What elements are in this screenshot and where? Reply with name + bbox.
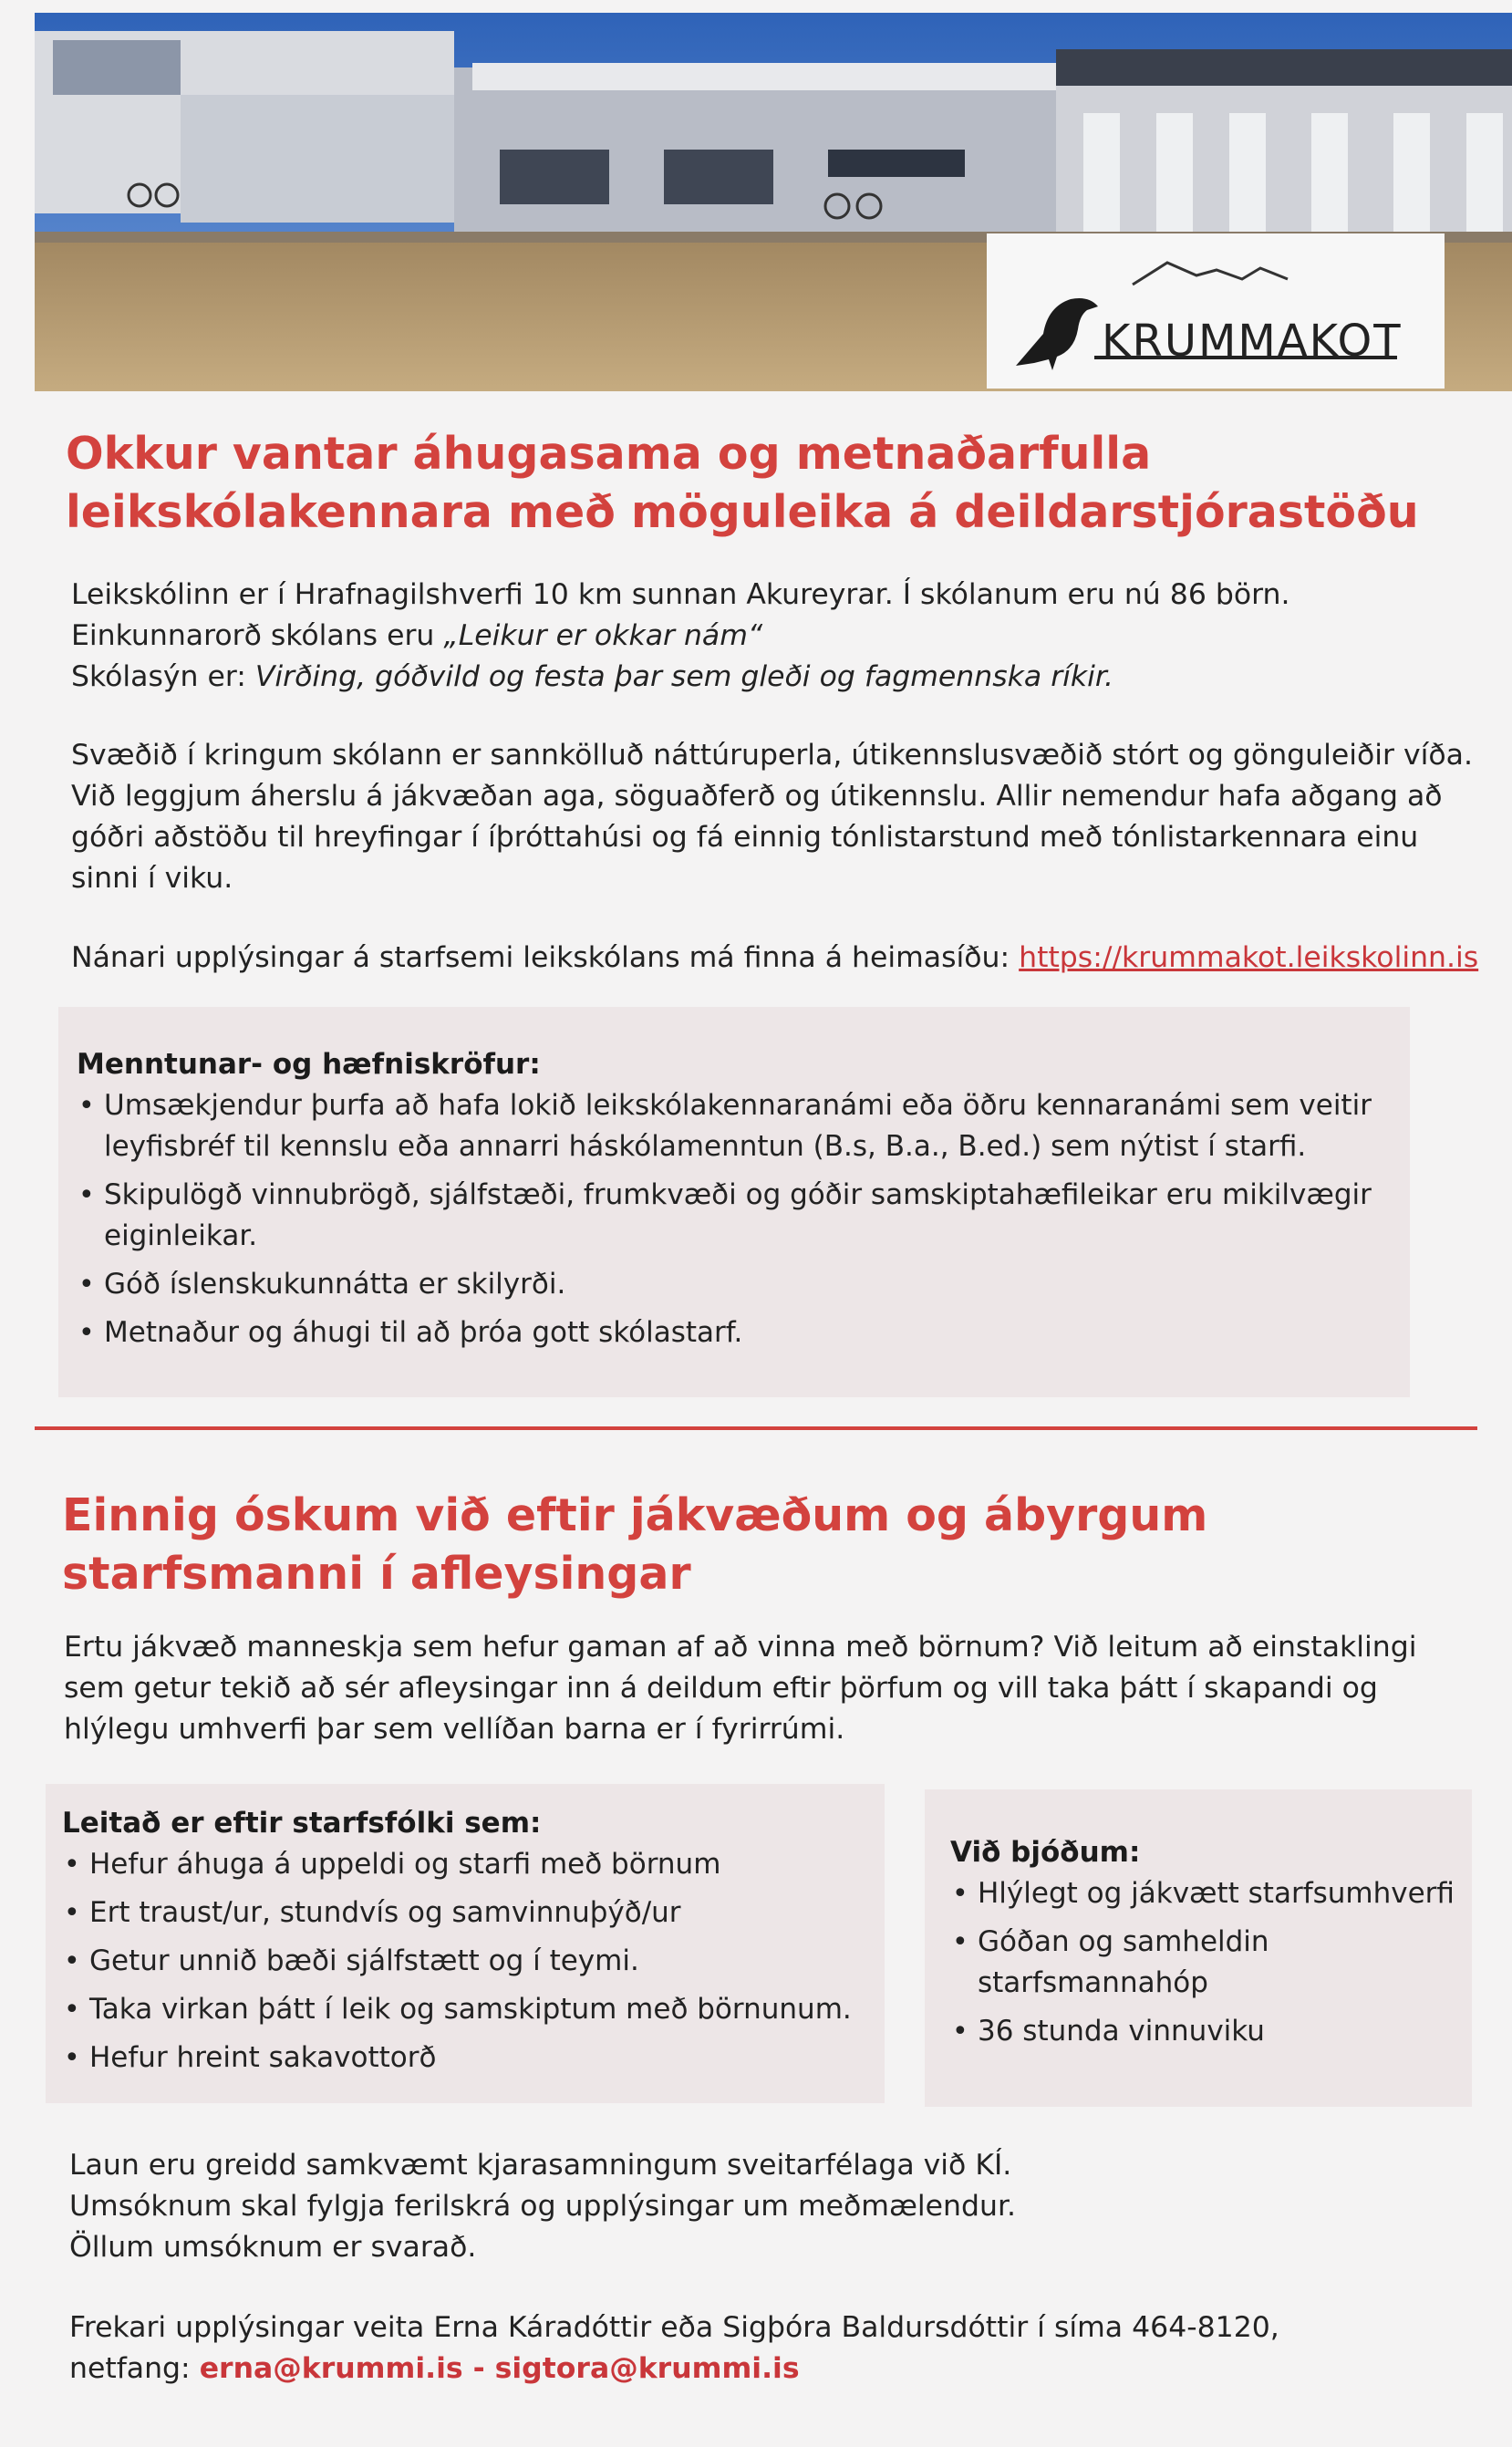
offer-item: • Hlýlegt og jákvætt starfsumhverfi: [950, 1873, 1461, 1914]
second-intro: Ertu jákvæð manneskja sem hefur gaman af að vinna með börnum? Við leitum að einstaklingi sem getur tekið að sér afleysingar inn á deildum eftir þörfum og vill taka þátt í skapandi og hlýlegu umhverfi þar sem vellíðan barna er í fyrirrúmi.: [64, 1631, 1417, 1746]
contact-line-1: Frekari upplýsingar veita Erna Káradóttir eða Sigþóra Baldursdóttir í síma 464-8120,: [69, 2311, 1279, 2344]
offer-item: • Góðan og samheldin starfsmannahóp: [950, 1922, 1461, 2004]
offer-box: [925, 1789, 1472, 2107]
more-info: Nánari upplýsingar á starfsemi leikskólans má finna á heimasíðu: https://krummakot.leikskolinn.is: [71, 941, 1479, 974]
contact-info: [69, 2307, 1492, 2390]
heading-line-2: leikskólakennara með möguleika á deildarstjórastöðu: [66, 486, 1419, 538]
requirement-item: • Góð íslenskukunnátta er skilyrði.: [77, 1264, 1372, 1305]
logo-wordmark: KRUMMAKOT: [1102, 316, 1403, 367]
offer-title: Við bjóðum:: [950, 1836, 1141, 1869]
main-heading: [66, 425, 1434, 542]
seeking-list: [62, 1844, 874, 2079]
seeking-title: Leitað er eftir starfsfólki sem:: [62, 1807, 542, 1840]
school-vision: Virðing, góðvild og festa þar sem gleði og fagmennska ríkir.: [254, 660, 1113, 693]
intro-text: [71, 575, 1494, 698]
salary-line-2: Umsóknum skal fylgja ferilskrá og upplýsingar um meðmælendur.: [69, 2190, 1017, 2223]
motto: „Leikur er okkar nám“: [443, 619, 763, 652]
seeking-item: • Hefur áhuga á uppeldi og starfi með börnum: [62, 1844, 874, 1885]
seeking-item: • Taka virkan þátt í leik og samskiptum með börnunum.: [62, 1989, 874, 2030]
heading2-line-1: Einnig óskum við eftir jákvæðum og ábyrgum: [62, 1489, 1208, 1541]
intro-line-1: Leikskólinn er í Hrafnagilshverfi 10 km sunnan Akureyrar. Í skólanum eru nú 86 börn.: [71, 578, 1290, 611]
salary-line-3: Öllum umsóknum er svarað.: [69, 2231, 477, 2264]
heading2-line-2: starfsmanni í afleysingar: [62, 1548, 691, 1600]
requirements-list: [77, 1085, 1372, 1353]
website-link[interactable]: https://krummakot.leikskolinn.is: [1019, 941, 1479, 974]
requirements-title: Menntunar- og hæfniskröfur:: [77, 1048, 541, 1081]
seeking-item: • Hefur hreint sakavottorð: [62, 2037, 874, 2079]
offer-list: [950, 1873, 1461, 2052]
salary-info: [69, 2145, 1492, 2268]
intro-line-3: Skólasýn er: Virðing, góðvild og festa þar sem gleði og fagmennska ríkir.: [71, 660, 1113, 693]
raven-icon: [1007, 279, 1107, 379]
contact-line-2: netfang: erna@krummi.is - sigtora@krummi.is: [69, 2352, 800, 2385]
seeking-item: • Getur unnið bæði sjálfstætt og í teymi.: [62, 1941, 874, 1982]
intro-line-2: Einkunnarorð skólans eru „Leikur er okkar nám“: [71, 619, 763, 652]
requirement-item: • Metnaður og áhugi til að þróa gott skólastarf.: [77, 1312, 1372, 1353]
offer-item: • 36 stunda vinnuviku: [950, 2011, 1461, 2052]
contact-emails[interactable]: erna@krummi.is - sigtora@krummi.is: [199, 2352, 800, 2385]
requirement-item: • Skipulögð vinnubrögð, sjálfstæði, frumkvæði og góðir samskiptahæfileikar eru mikilvægir eiginleikar.: [77, 1175, 1372, 1257]
seeking-box: [46, 1784, 885, 2103]
second-heading: [62, 1487, 1430, 1603]
salary-line-1: Laun eru greidd samkvæmt kjarasamningum sveitarfélaga við KÍ.: [69, 2149, 1012, 2182]
requirement-item: • Umsækjendur þurfa að hafa lokið leikskólakennaranámi eða öðru kennaranámi sem veitir leyfisbréf til kennslu eða annarri háskólamenntun (B.s, B.a., B.ed.) sem nýtist í starfi.: [77, 1085, 1372, 1167]
area-description: Svæðið í kringum skólann er sannkölluð náttúruperla, útikennslusvæðið stórt og gönguleiðir víða. Við leggjum áherslu á jákvæðan aga, söguaðferð og útikennslu. Allir nemendur hafa aðgang að góðri aðstöðu til hreyfingar í íþróttahúsi og fá einnig tónlistarstund með tónlistarkennara einu sinni í viku.: [71, 739, 1473, 895]
section-divider: [35, 1426, 1477, 1430]
requirements-box: [58, 1007, 1410, 1397]
seeking-item: • Ert traust/ur, stundvís og samvinnuþýð/ur: [62, 1892, 874, 1934]
heading-line-1: Okkur vantar áhugasama og metnaðarfulla: [66, 428, 1152, 480]
